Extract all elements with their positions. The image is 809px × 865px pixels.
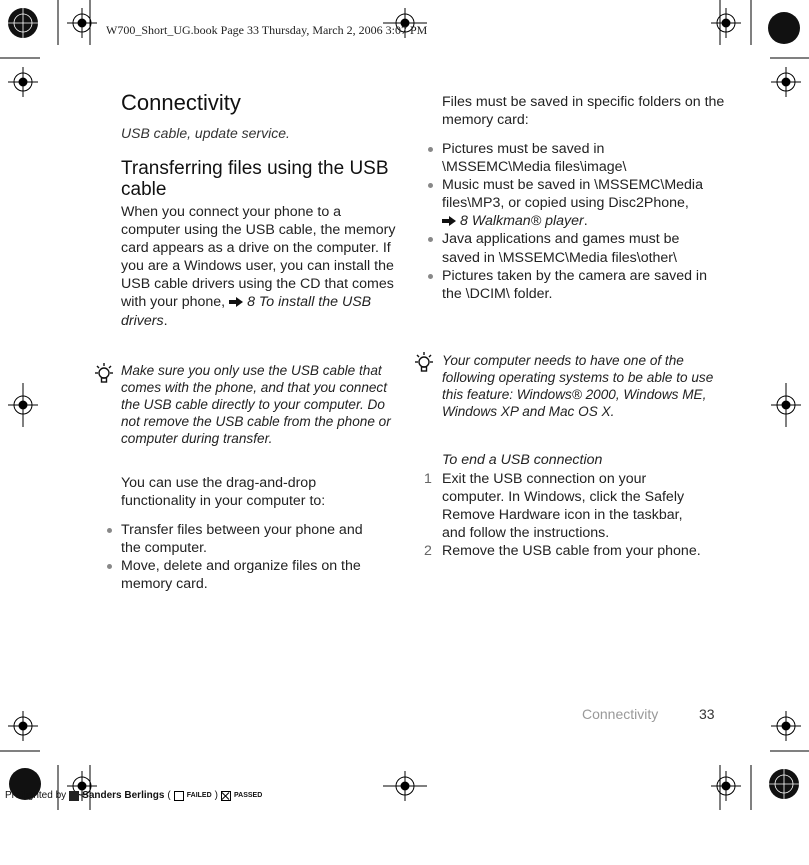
list-item: Music must be saved in \MSSEMC\Media files\MP3, or copied using Disc2Phone, 8 Walkman® player. — [442, 176, 712, 230]
list-item: Transfer files between your phone and the computer. — [121, 521, 376, 557]
tip-bulb-icon — [92, 362, 116, 386]
page-subtitle: USB cable, update service. — [121, 125, 290, 141]
failed-checkbox — [174, 791, 184, 801]
arrow-right-icon — [442, 216, 456, 226]
tip-note-os: Your computer needs to have one of the following operating systems to be able to use this feature: Windows® 2000, Windows ME, Windows XP and Mac OS X. — [442, 353, 714, 419]
failed-label: FAILED — [186, 792, 212, 799]
intro-end: . — [163, 312, 168, 329]
preflight-company: Sanders Berlings — [82, 790, 165, 801]
page-title: Connectivity — [121, 90, 241, 115]
drag-drop-intro: You can use the drag-and-drop functionality in your computer to: — [121, 475, 326, 510]
tip-note-usb: Make sure you only use the USB cable that comes with the phone, and that you connect the USB cable directly to your computer. Do not remove the USB cable from the phone or computer during transfer. — [121, 363, 391, 446]
list-item: Java applications and games must be saved in \MSSEMC\Media files\other\ — [442, 230, 712, 266]
list-item: Pictures must be saved in \MSSEMC\Media files\image\ — [442, 140, 712, 176]
walkman-reference-link[interactable]: 8 Walkman® player — [460, 213, 584, 230]
folders-intro: Files must be saved in specific folders on the memory card: — [442, 94, 725, 129]
right-bullet-list — [442, 140, 712, 303]
left-bullet-list — [121, 521, 376, 593]
intro-text: When you connect your phone to a computer using the USB cable, the memory card appears as a drive on the computer. If you are a Windows user, you can install the USB cable drivers using the CD that comes with your phone, — [121, 204, 396, 311]
tip-bulb-icon — [412, 351, 436, 375]
footer-page-number: 33 — [699, 706, 715, 722]
passed-label: PASSED — [234, 792, 263, 799]
intro-paragraph — [121, 203, 396, 330]
section-heading: Transferring files using the USB cable — [121, 158, 389, 200]
intro-reference-link[interactable]: 8 To install the USB drivers — [121, 294, 372, 329]
step-item: 1 Exit the USB connection on your computer. In Windows, click the Safely Remove Hardware icon in the taskbar, and follow the instructions. — [424, 471, 685, 542]
print-slug: W700_Short_UG.book Page 33 Thursday, March 2, 2006 3:07 PM — [106, 23, 428, 37]
footer-section-name: Connectivity — [582, 706, 659, 722]
list-item: Pictures taken by the camera are saved in the \DCIM\ folder. — [442, 267, 712, 303]
sanders-berlings-logo-icon — [69, 791, 79, 801]
step-item: 2 Remove the USB cable from your phone. — [424, 543, 701, 560]
end-usb-steps — [424, 470, 707, 560]
preflight-label: Preflighted by — [5, 790, 67, 801]
end-usb-heading: To end a USB connection — [442, 452, 603, 468]
preflight-stamp: Preflighted by Sanders Berlings ( FAILED ) PASSED — [5, 790, 263, 801]
passed-checkbox — [221, 791, 231, 801]
arrow-right-icon — [229, 297, 243, 307]
list-item: Move, delete and organize files on the memory card. — [121, 557, 376, 593]
